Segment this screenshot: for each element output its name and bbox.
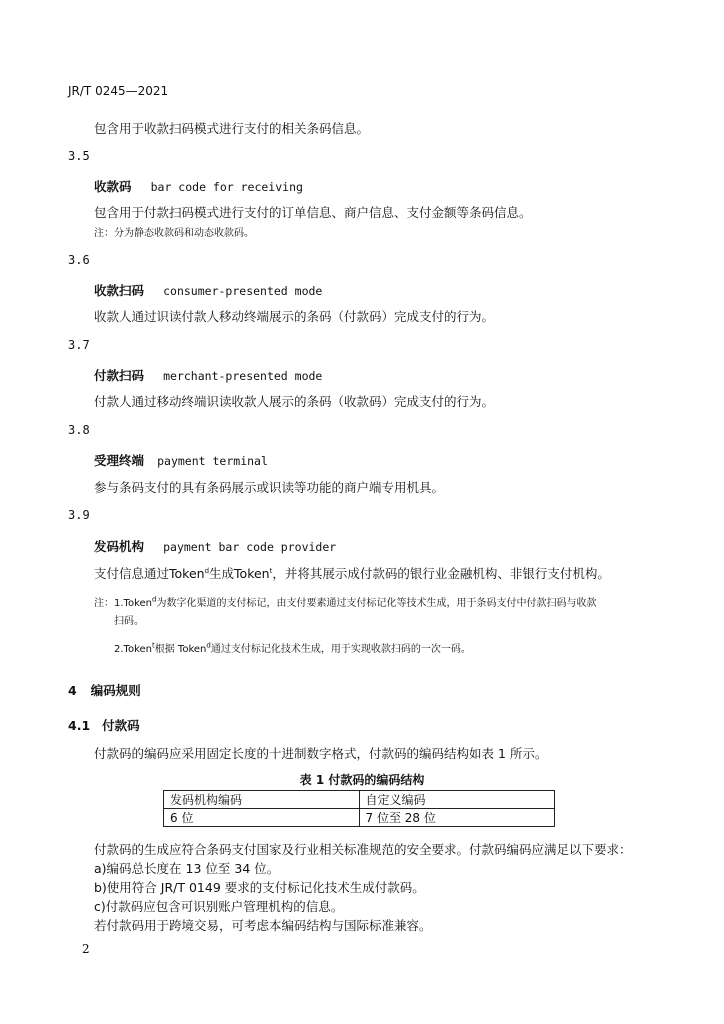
paragraph-requirements: 付款码的生成应符合条码支付国家及行业相关标准规范的安全要求。付款码编码应满足以下要求： xyxy=(94,842,632,857)
note-text: 为数字化渠道的支付标记，由支付要素通过支付标记化等技术生成，用于条码支付中付款扫码与收款 xyxy=(156,598,597,609)
term-en: payment bar code provider xyxy=(163,540,337,554)
note-text: 注：1.Token xyxy=(94,598,152,609)
definition-text: ，并将其展示成付款码的银行业金融机构、非银行支付机构。 xyxy=(272,566,610,581)
table-header-cell: 自定义编码 xyxy=(359,791,555,809)
list-item: b)使用符合 JR/T 0149 要求的支付标记化技术生成付款码。 xyxy=(94,880,425,895)
term-number-3-5: 3.5 xyxy=(68,149,90,163)
paragraph-coding-format: 付款码的编码应采用固定长度的十进制数字格式，付款码的编码结构如表 1 所示。 xyxy=(94,746,548,761)
term-note-1-continuation: 扫码。 xyxy=(114,616,144,627)
document-header-id: JR/T 0245—2021 xyxy=(68,84,169,98)
table-cell: 7 位至 28 位 xyxy=(359,809,555,827)
term-number-3-9: 3.9 xyxy=(68,508,90,522)
intro-paragraph: 包含用于收款扫码模式进行支付的相关条码信息。 xyxy=(94,121,370,136)
superscript: t xyxy=(269,566,273,575)
superscript: d xyxy=(206,641,211,650)
table-caption: 表 1 付款码的编码结构 xyxy=(299,773,425,787)
definition-text: 生成Token xyxy=(209,566,270,581)
term-heading-3-9 xyxy=(94,536,336,555)
superscript: d xyxy=(152,595,157,604)
term-definition-3-6: 收款人通过识读付款人移动终端展示的条码（付款码）完成支付的行为。 xyxy=(94,309,495,324)
table-row xyxy=(164,809,555,827)
section-title: 编码规则 xyxy=(90,683,141,698)
term-en: payment terminal xyxy=(157,454,268,468)
superscript: t xyxy=(152,641,155,650)
paragraph-cross-border: 若付款码用于跨境交易，可考虑本编码结构与国际标准兼容。 xyxy=(94,918,432,933)
term-cn: 受理终端 xyxy=(94,453,145,468)
subsection-title: 付款码 xyxy=(102,718,140,733)
term-number-3-6: 3.6 xyxy=(68,253,90,267)
section-number: 4 xyxy=(68,683,77,698)
note-text: 2.Token xyxy=(114,644,152,655)
code-structure-table xyxy=(163,790,555,827)
term-cn: 付款扫码 xyxy=(94,368,145,383)
list-item: a)编码总长度在 13 位至 34 位。 xyxy=(94,861,280,876)
term-cn: 收款扫码 xyxy=(94,283,145,298)
term-number-3-7: 3.7 xyxy=(68,338,90,352)
term-en: merchant-presented mode xyxy=(163,369,323,383)
term-definition-3-7: 付款人通过移动终端识读收款人展示的条码（收款码）完成支付的行为。 xyxy=(94,394,495,409)
term-definition-3-9 xyxy=(94,564,610,582)
term-heading-3-5 xyxy=(94,176,303,195)
term-heading-3-6 xyxy=(94,280,322,299)
table-row xyxy=(164,791,555,809)
term-number-3-8: 3.8 xyxy=(68,423,90,437)
term-en: consumer-presented mode xyxy=(163,284,323,298)
term-note-3-5: 注：分为静态收款码和动态收款码。 xyxy=(94,228,254,239)
note-text: 根据 Token xyxy=(154,644,207,655)
definition-text: 支付信息通过Token xyxy=(94,566,205,581)
term-cn: 发码机构 xyxy=(94,539,145,554)
subsection-heading-4-1 xyxy=(68,716,140,734)
section-heading-4 xyxy=(68,681,141,699)
term-cn: 收款码 xyxy=(94,179,132,194)
term-definition-3-5: 包含用于付款扫码模式进行支付的订单信息、商户信息、支付金额等条码信息。 xyxy=(94,205,532,220)
term-heading-3-7 xyxy=(94,365,322,384)
table-cell: 6 位 xyxy=(164,809,360,827)
note-text: 通过支付标记化技术生成，用于实现收款扫码的一次一码。 xyxy=(210,644,471,655)
list-item: c)付款码应包含可识别账户管理机构的信息。 xyxy=(94,899,344,914)
term-note-2-3-9 xyxy=(114,640,471,655)
term-definition-3-8: 参与条码支付的具有条码展示或识读等功能的商户端专用机具。 xyxy=(94,480,445,495)
subsection-number: 4.1 xyxy=(68,718,91,733)
term-heading-3-8 xyxy=(94,450,268,469)
page-number: 2 xyxy=(82,942,90,956)
table-header-cell: 发码机构编码 xyxy=(164,791,360,809)
term-en: bar code for receiving xyxy=(150,180,303,194)
term-note-1-3-9 xyxy=(94,594,596,609)
superscript: d xyxy=(204,566,210,575)
